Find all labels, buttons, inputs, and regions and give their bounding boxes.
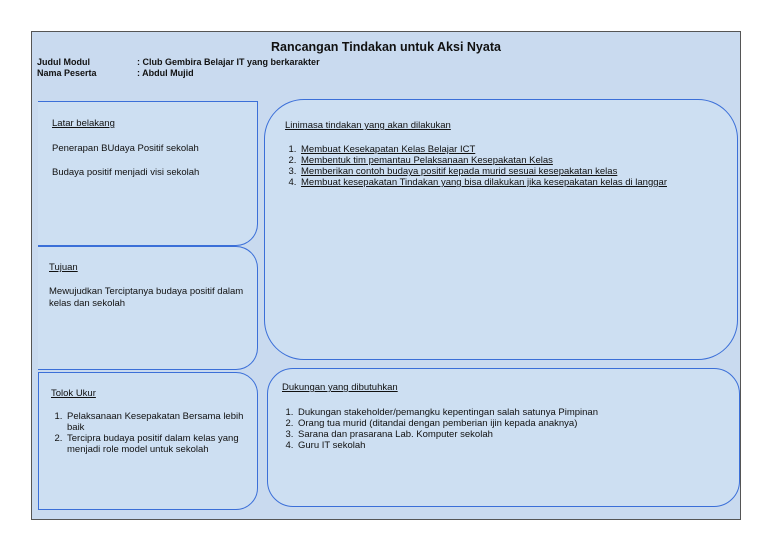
dukungan-item: 2. Orang tua murid (ditandai dengan pemberian ijin kepada anaknya) <box>296 418 736 429</box>
linimasa-heading: Linimasa tindakan yang akan dilakukan <box>285 120 451 131</box>
document-page <box>31 31 741 520</box>
linimasa-item: 3. Memberikan contoh budaya positif kepada murid sesuai kesepakatan kelas <box>299 166 709 177</box>
judul-modul-label: Judul Modul <box>37 57 90 67</box>
dukungan-item: 1. Dukungan stakeholder/pemangku kepentingan salah satunya Pimpinan <box>296 407 736 418</box>
linimasa-box <box>264 99 738 360</box>
tolok-ukur-item: 2. Tercipra budaya positif dalam kelas yang menjadi role model untuk sekolah <box>65 433 260 455</box>
dukungan-list <box>282 407 736 451</box>
linimasa-item: 4. Membuat kesepakatan Tindakan yang bisa dilakukan jika kesepakatan kelas di langgar <box>299 177 709 188</box>
linimasa-list <box>285 144 709 188</box>
latar-belakang-box <box>38 101 258 246</box>
tujuan-heading: Tujuan <box>49 262 78 273</box>
tujuan-text: Mewujudkan Terciptanya budaya positif dalam kelas dan sekolah <box>49 286 244 309</box>
tolok-ukur-box <box>38 372 258 510</box>
dukungan-item: 3. Sarana dan prasarana Lab. Komputer sekolah <box>296 429 736 440</box>
dukungan-item: 4. Guru IT sekolah <box>296 440 736 451</box>
page-title: Rancangan Tindakan untuk Aksi Nyata <box>271 40 501 54</box>
tolok-ukur-list <box>51 411 260 455</box>
nama-peserta-label: Nama Peserta <box>37 68 97 78</box>
tolok-ukur-heading: Tolok Ukur <box>51 388 96 399</box>
latar-belakang-line-2: Budaya positif menjadi visi sekolah <box>52 167 200 178</box>
dukungan-box <box>267 368 740 507</box>
tujuan-box <box>38 246 258 370</box>
latar-belakang-heading: Latar belakang <box>52 118 115 129</box>
linimasa-item: 1. Membuat Kesekapatan Kelas Belajar ICT <box>299 144 709 155</box>
tolok-ukur-item: 1. Pelaksanaan Kesepakatan Bersama lebih baik <box>65 411 260 433</box>
dukungan-heading: Dukungan yang dibutuhkan <box>282 382 398 393</box>
nama-peserta-value: : Abdul Mujid <box>137 68 194 78</box>
judul-modul-value: : Club Gembira Belajar IT yang berkarakter <box>137 57 320 67</box>
nama-peserta-row <box>37 68 194 78</box>
latar-belakang-line-1: Penerapan BUdaya Positif sekolah <box>52 143 199 154</box>
linimasa-item: 2. Membentuk tim pemantau Pelaksanaan Kesepakatan Kelas <box>299 155 709 166</box>
judul-modul-row <box>37 57 320 67</box>
